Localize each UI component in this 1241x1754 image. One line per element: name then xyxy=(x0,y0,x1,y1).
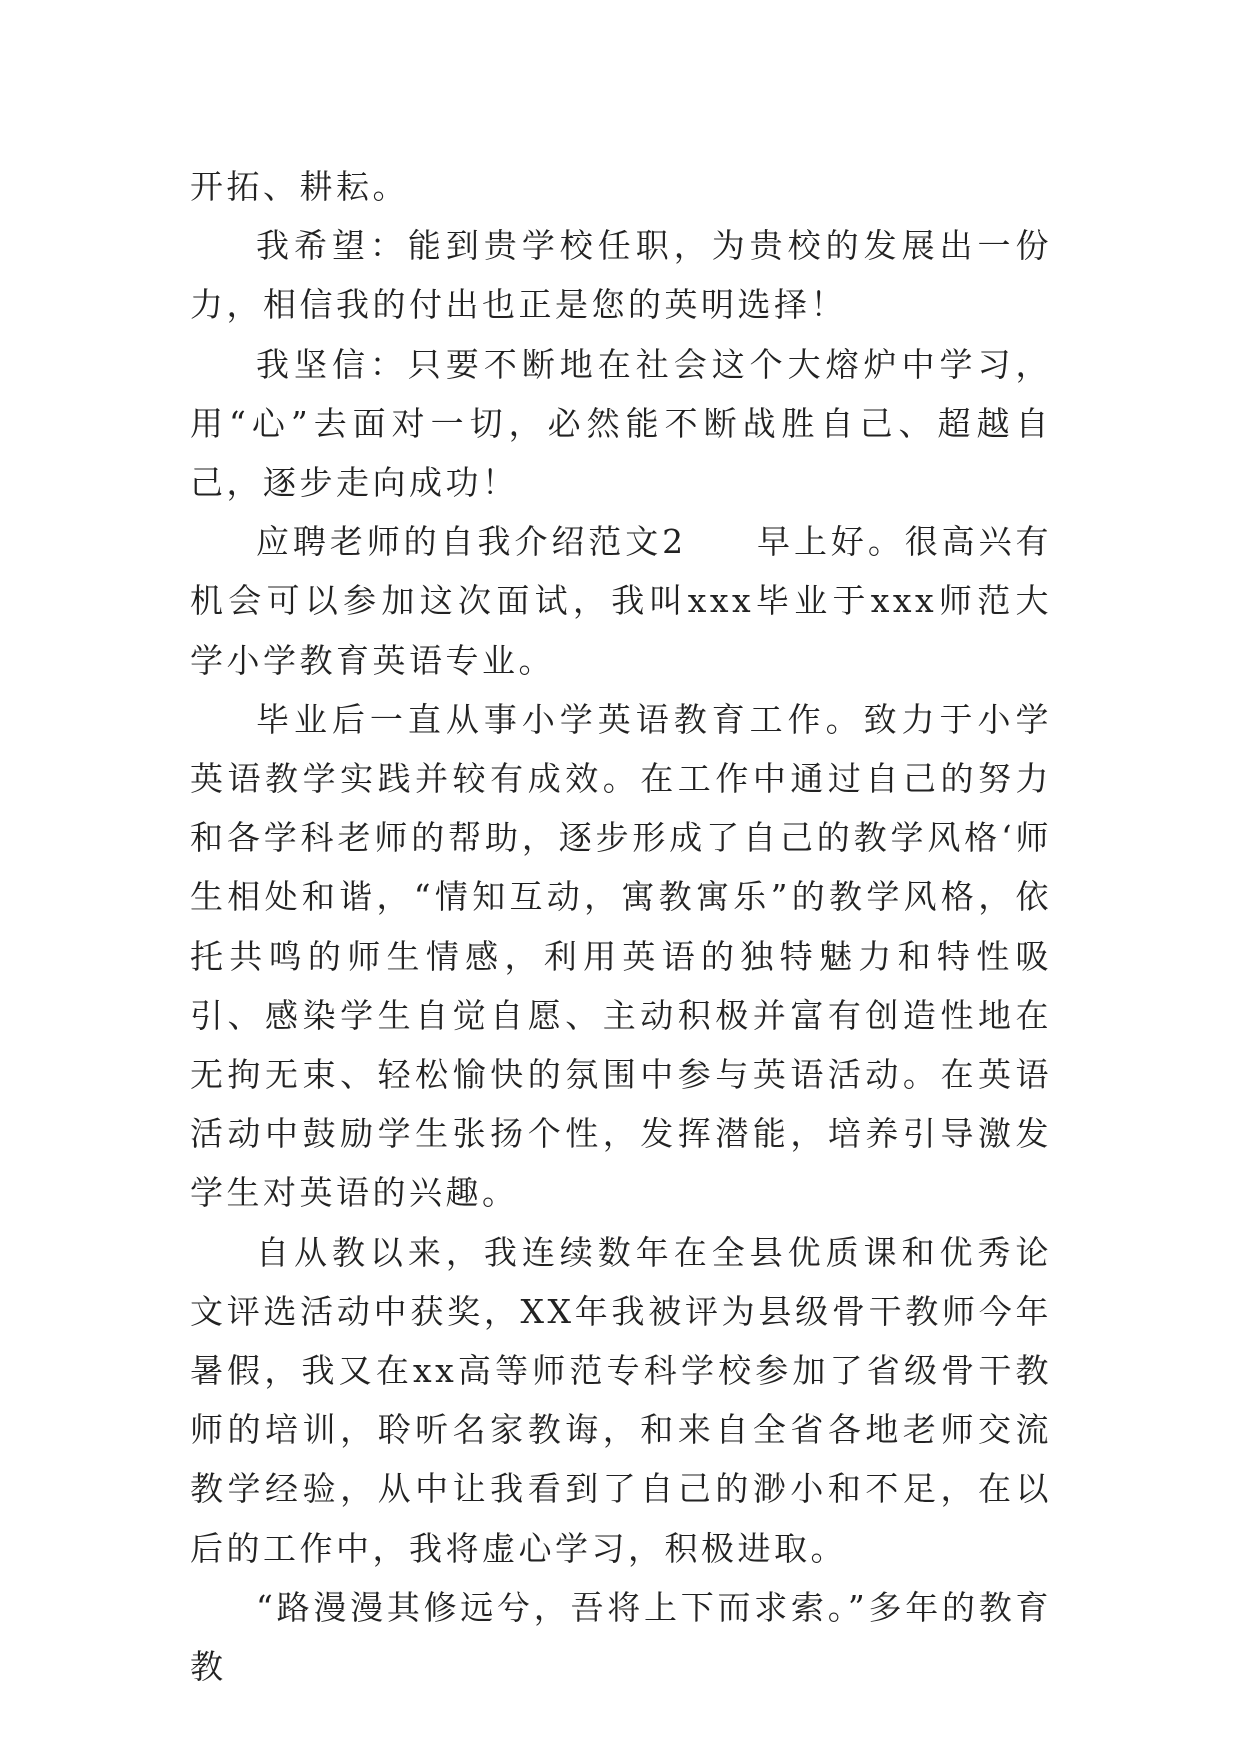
paragraph-text: 开拓、耕耘。 xyxy=(190,167,409,206)
paragraph-text: 我希望：能到贵学校任职，为贵校的发展出一份力，相信我的付出也正是您的英明选择！ xyxy=(190,226,1052,325)
paragraph-text: “路漫漫其修远兮，吾将上下而求索。”多年的教育教 xyxy=(190,1587,1052,1687)
paragraph-text: 我坚信：只要不断地在社会这个大熔炉中学习，用“心”去面对一切，必然能不断战胜自己、超越自己，逐步走向成功！ xyxy=(190,344,1052,503)
section-title: 应聘老师的自我介绍范文2 xyxy=(256,522,687,562)
paragraph-text: 毕业后一直从事小学英语教育工作。致力于小学英语教学实践并较有成效。在工作中通过自己的努力和各学科老师的帮助，逐步形成了自己的教学风格‘师生相处和谐，“情知互动，寓教寓乐”的教学风格，依托共鸣的师生情感，利用英语的独特魅力和特性吸引、感染学生自觉自愿、主动积极并富有创造性地在无拘无束、轻松愉快的氛围中参与英语活动。在英语活动中鼓励学生张扬个性，发挥潜能，培养引导激发学生对英语的兴趣。 xyxy=(190,699,1052,1213)
paragraph-3 xyxy=(190,335,1052,513)
paragraph-2 xyxy=(190,216,1052,334)
paragraph-5 xyxy=(190,690,1052,1223)
document-body xyxy=(190,157,1052,1696)
paragraph-1 xyxy=(190,157,1052,216)
paragraph-text: 早上好。很高兴有机会可以参加这次面试，我叫xxx毕业于xxx师范大学小学教育英语专业。 xyxy=(190,522,1053,680)
paragraph-7 xyxy=(190,1578,1052,1696)
paragraph-6 xyxy=(190,1223,1052,1578)
paragraph-text: 自从教以来，我连续数年在全县优质课和优秀论文评选活动中获奖，XX年我被评为县级骨干教师今年暑假，我又在xx高等师范专科学校参加了省级骨干教师的培训，聆听名家教诲，和来自全省各地老师交流教学经验，从中让我看到了自己的渺小和不足，在以后的工作中，我将虚心学习，积极进取。 xyxy=(190,1232,1052,1568)
paragraph-4 xyxy=(190,512,1052,690)
